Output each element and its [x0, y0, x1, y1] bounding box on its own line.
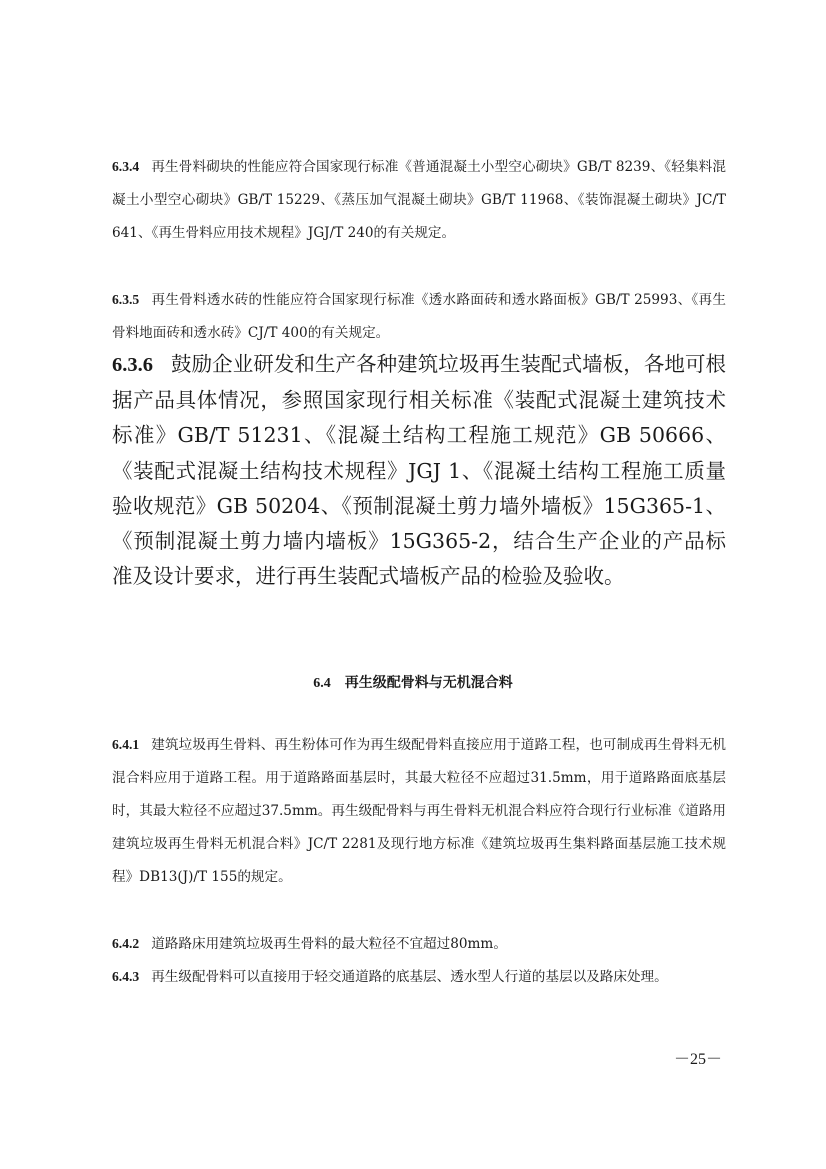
clause-number: 6.3.6	[112, 354, 153, 376]
clause-text: 建筑垃圾再生骨料、再生粉体可作为再生级配骨料直接应用于道路工程，也可制成再生骨料无机混合料应用于道路工程。用于道路路面基层时，其最大粒径不应超过31.5mm，用于道路路面底基层时，其最大粒径不应超过37.5mm。再生级配骨料与再生骨料无机混合料应符合现行行业标准《道路用建筑垃圾再生骨料无机混合料》JC/T 2281及现行地方标准《建筑垃圾再生集料路面基层施工技术规程》DB13(J)/T 155的规定。	[112, 737, 726, 885]
page-number: －25－	[673, 1051, 722, 1068]
section-title: 再生级配骨料与无机混合料	[344, 675, 513, 691]
section-number: 6.4	[313, 676, 331, 691]
clause-text: 再生骨料透水砖的性能应符合国家现行标准《透水路面砖和透水路面板》GB/T 25993、《再生骨料地面砖和透水砖》CJ/T 400的有关规定。	[112, 292, 726, 341]
clause-number: 6.3.5	[112, 292, 140, 307]
clause-6-3-6	[112, 347, 726, 594]
clause-6-3-4	[112, 150, 726, 250]
clause-number: 6.4.3	[112, 969, 140, 984]
clause-text: 再生级配骨料可以直接用于轻交通道路的底基层、透水型人行道的基层以及路床处理。	[151, 969, 668, 985]
clause-text: 鼓励企业研发和生产各种建筑垃圾再生装配式墙板，各地可根据产品具体情况，参照国家现行相关标准《装配式混凝土建筑技术标准》GB/T 51231、《混凝土结构工程施工规范》GB 50666、《装配式混凝土结构技术规程》JGJ 1、《混凝土结构工程施工质量验收规范》GB 50204、《预制混凝土剪力墙外墙板》15G365-1、《预制混凝土剪力墙内墙板》15G365-2，结合生产企业的产品标准及设计要求，进行再生装配式墙板产品的检验及验收。	[112, 352, 726, 589]
section-heading-6-4	[0, 672, 826, 692]
clause-number: 6.4.1	[112, 737, 140, 752]
clause-6-3-5	[112, 283, 726, 350]
clause-6-4-2	[112, 927, 726, 961]
clause-number: 6.3.4	[112, 159, 140, 174]
clause-6-4-3	[112, 960, 726, 994]
clause-6-4-1	[112, 728, 726, 894]
clause-number: 6.4.2	[112, 936, 140, 951]
clause-text: 再生骨料砌块的性能应符合国家现行标准《普通混凝土小型空心砌块》GB/T 8239、《轻集料混凝土小型空心砌块》GB/T 15229、《蒸压加气混凝土砌块》GB/T 11968、《装饰混凝土砌块》JC/T 641、《再生骨料应用技术规程》JGJ/T 240的有关规定。	[112, 159, 726, 241]
clause-text: 道路路床用建筑垃圾再生骨料的最大粒径不宜超过80mm。	[151, 936, 507, 952]
